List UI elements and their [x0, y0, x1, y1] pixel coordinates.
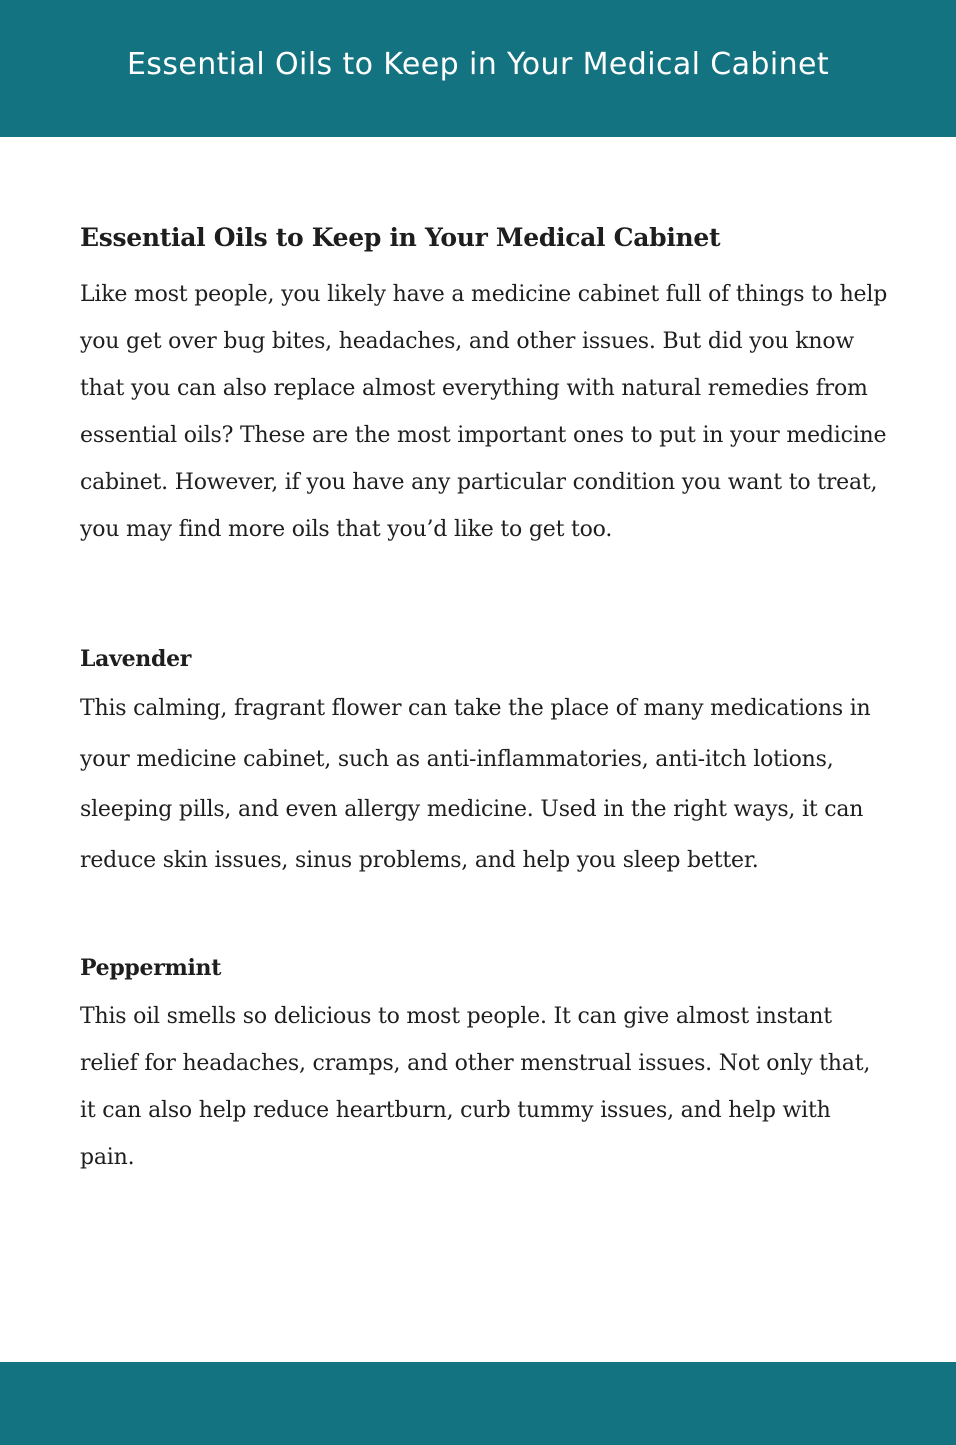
intro-paragraph: Like most people, you likely have a medicine cabinet full of things to help you get over bug bites, headaches, and other issues. But did you know that you can also replace almost everything with natural remedies from essential oils? These are the most important ones to put in your medicine cabinet. However, if you have any particular condition you want to treat, you may find more oils that you’d like to get too. — [80, 282, 888, 542]
section-heading-lavender: Lavender — [80, 646, 192, 672]
section-heading-peppermint: Peppermint — [80, 955, 222, 981]
section-text-lavender: This calming, fragrant flower can take the place of many medications in your medicine cabinet, such as anti-inflammatories, anti-itch lotions, sleeping pills, and even allergy medicine. Used in the right ways, it can reduce skin issues, sinus problems, and help you sleep better. — [80, 696, 871, 873]
header-title: Essential Oils to Keep in Your Medical Cabinet — [126, 47, 830, 82]
article-body — [80, 220, 890, 1181]
section-peppermint — [80, 952, 890, 1181]
section-text-peppermint: This oil smells so delicious to most people. It can give almost instant relief for headaches, cramps, and other menstrual issues. Not only that, it can also help reduce heartburn, curb tummy issues, and help with pain. — [80, 1004, 871, 1170]
article-heading: Essential Oils to Keep in Your Medical Cabinet — [80, 223, 721, 252]
section-lavender — [80, 643, 890, 886]
footer-banner — [0, 1362, 956, 1445]
header-banner — [0, 0, 956, 137]
